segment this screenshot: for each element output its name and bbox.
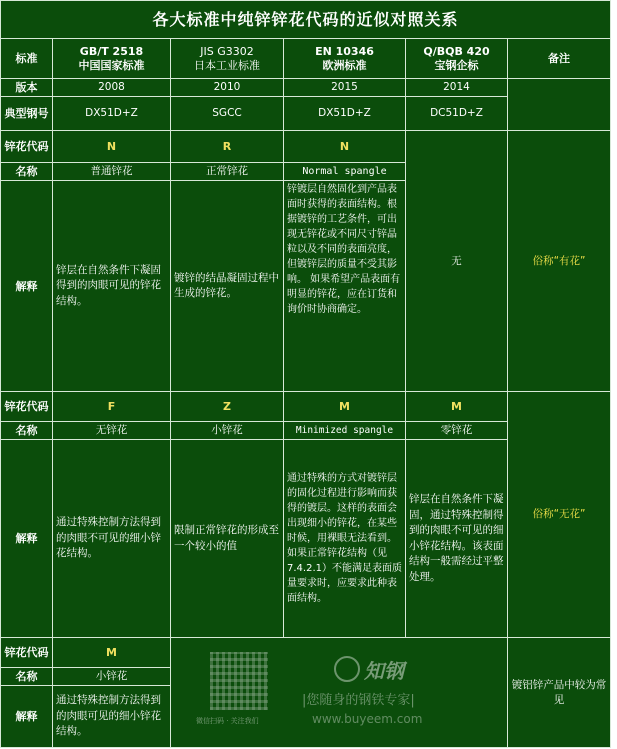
header-qbqb: Q/BQB 420 宝钢企标 [406, 39, 508, 79]
sec3-note: 镀铝锌产品中较为常见 [508, 638, 611, 748]
version-en: 2015 [284, 79, 406, 97]
sec2-explain-en: 通过特殊的方式对镀锌层的固化过程进行影响而获得的镀层。这样的表面会出现细小的锌花，在某些时候，用裸眼无法看到。如果正常锌花结构（见 7.4.2.1）不能满足表面质量要求时，应要求此种表面结构。 [284, 440, 406, 638]
sec2-code-gb: F [53, 392, 171, 422]
version-label: 版本 [1, 79, 53, 97]
note-empty [508, 79, 611, 131]
sec1-code-en: N [284, 131, 406, 163]
sec1-explain-gb: 锌层在自然条件下凝固得到的肉眼可见的锌花结构。 [53, 181, 171, 392]
grade-label: 典型钢号 [1, 97, 53, 131]
grade-qbqb: DC51D+Z [406, 97, 508, 131]
sec1-explain-label: 解释 [1, 181, 53, 392]
version-qbqb: 2014 [406, 79, 508, 97]
sec2-name-gb: 无锌花 [53, 422, 171, 440]
watermark-slogan: |您随身的钢铁专家| [302, 693, 415, 708]
table-title: 各大标准中纯锌锌花代码的近似对照关系 [1, 1, 611, 39]
version-jis: 2010 [171, 79, 284, 97]
sec1-explain-jis: 镀锌的结晶凝固过程中生成的锌花。 [171, 181, 284, 392]
standard-label: 标准 [1, 39, 53, 79]
sec2-code-en: M [284, 392, 406, 422]
sec1-name-en: Normal spangle [284, 163, 406, 181]
sec3-name: 小锌花 [53, 668, 171, 686]
grade-en: DX51D+Z [284, 97, 406, 131]
header-note: 备注 [508, 39, 611, 79]
grade-gb: DX51D+Z [53, 97, 171, 131]
version-gb: 2008 [53, 79, 171, 97]
sec1-name-gb: 普通锌花 [53, 163, 171, 181]
qr-caption: 微信扫码 · 关注我们 [196, 717, 259, 725]
grade-jis: SGCC [171, 97, 284, 131]
sec2-explain-label: 解释 [1, 440, 53, 638]
sec3-code-label: 锌花代码 [1, 638, 53, 668]
sec2-code-qbqb: M [406, 392, 508, 422]
sec1-code-label: 锌花代码 [1, 131, 53, 163]
sec2-explain-qbqb: 锌层在自然条件下凝固，通过特殊控制得到的肉眼不可见的细小锌花结构。该表面结构一般需经过平整处理。 [406, 440, 508, 638]
header-en: EN 10346 欧洲标准 [284, 39, 406, 79]
sec2-explain-gb: 通过特殊控制方法得到的肉眼不可见的细小锌花结构。 [53, 440, 171, 638]
sec2-note: 俗称“无花” [508, 392, 611, 638]
sec3-explain: 通过特殊控制方法得到的肉眼可见的细小锌花结构。 [53, 686, 171, 748]
sec1-name-jis: 正常锌花 [171, 163, 284, 181]
sec2-explain-jis: 限制正常锌花的形成至一个较小的值 [171, 440, 284, 638]
watermark-url: www.buyeem.com [312, 712, 423, 726]
sec1-code-gb: N [53, 131, 171, 163]
sec3-code: M [53, 638, 171, 668]
sec2-code-jis: Z [171, 392, 284, 422]
sec2-code-label: 锌花代码 [1, 392, 53, 422]
header-jis: JIS G3302 日本工业标准 [171, 39, 284, 79]
sec2-name-en: Minimized spangle [284, 422, 406, 440]
header-gb: GB/T 2518 中国国家标准 [53, 39, 171, 79]
watermark-area [171, 638, 508, 748]
sec1-name-label: 名称 [1, 163, 53, 181]
sec3-name-label: 名称 [1, 668, 53, 686]
sec3-explain-label: 解释 [1, 686, 53, 748]
sec1-note: 俗称“有花” [508, 131, 611, 392]
sec2-name-qbqb: 零锌花 [406, 422, 508, 440]
watermark-logo: 知钢 [364, 659, 404, 683]
sec1-explain-en: 锌镀层自然固化到产品表面时获得的表面结构。根据镀锌的工艺条件，可出现无锌花或不同尺寸锌晶粒以及不同的表面亮度，但镀锌层的质量不受其影响。 如果希望产品表面有明显的锌花，应在订货和询价时协商确定。 [284, 181, 406, 392]
sec1-qbqb: 无 [406, 131, 508, 392]
sec1-code-jis: R [171, 131, 284, 163]
sec2-name-label: 名称 [1, 422, 53, 440]
sec2-name-jis: 小锌花 [171, 422, 284, 440]
